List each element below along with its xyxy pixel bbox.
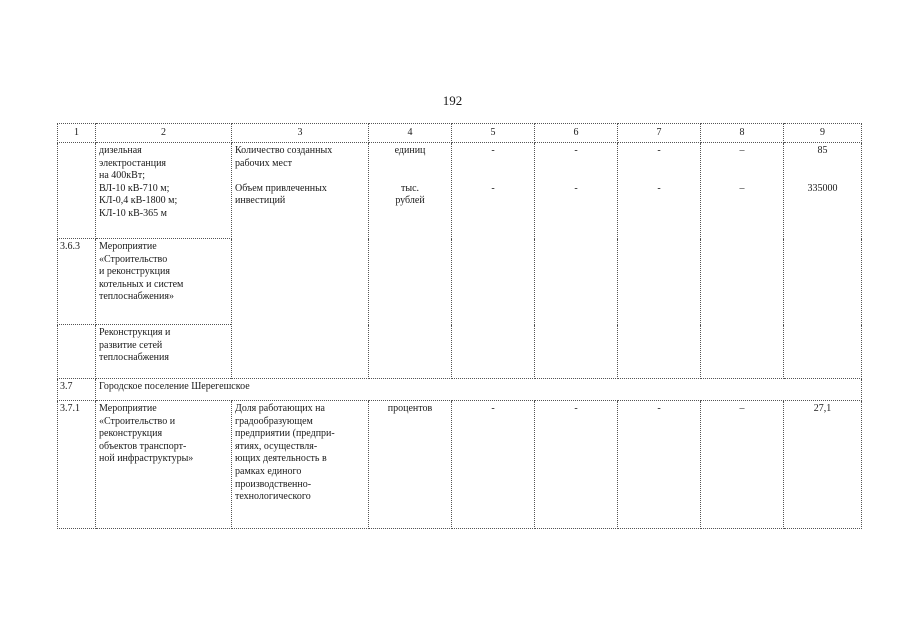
table-row: [58, 143, 862, 239]
table-row: [58, 401, 862, 529]
value-cell-5: - -: [452, 143, 535, 379]
section-title-cell: Городское поселение Шерегешское: [96, 379, 862, 401]
indicator-cell: Доля работающих на градообразующем предприятии (предпри- ятиях, осуществля- ющих деятельность в рамках единого производственно- технологического: [232, 401, 369, 529]
value-cell-6: -: [535, 401, 618, 529]
value-cell-7: -: [618, 401, 701, 529]
header-cell-8: 8: [701, 124, 784, 143]
header-cell-4: 4: [369, 124, 452, 143]
row-number-cell: 3.7: [58, 379, 96, 401]
row-number-cell: [58, 325, 96, 379]
page-number: 192: [442, 93, 463, 108]
header-cell-3: 3: [232, 124, 369, 143]
value-cell-6: - -: [535, 143, 618, 379]
value-cell-9: 27,1: [784, 401, 862, 529]
section-row: [58, 379, 862, 401]
measure-name-cell: Реконструкция и развитие сетей теплоснабжения: [96, 325, 232, 379]
program-table: [57, 123, 862, 529]
header-cell-5: 5: [452, 124, 535, 143]
row-number-cell: 3.7.1: [58, 401, 96, 529]
value-cell-8: –: [701, 401, 784, 529]
value-cell-5: -: [452, 401, 535, 529]
header-cell-2: 2: [96, 124, 232, 143]
row-number-cell: 3.6.3: [58, 239, 96, 325]
measure-name-cell: дизельная электростанция на 400кВт; ВЛ-10 кВ-710 м; КЛ-0,4 кВ-1800 м; КЛ-10 кВ-365 м: [96, 143, 232, 239]
header-cell-1: 1: [58, 124, 96, 143]
header-cell-9: 9: [784, 124, 862, 143]
header-cell-6: 6: [535, 124, 618, 143]
indicator-cell: Количество созданных рабочих мест Объем привлеченных инвестиций: [232, 143, 369, 379]
value-cell-8: – –: [701, 143, 784, 379]
unit-cell: единиц тыс. рублей: [369, 143, 452, 379]
measure-name-cell: Мероприятие «Строительство и реконструкция объектов транспорт- ной инфраструктуры»: [96, 401, 232, 529]
value-cell-9: 85 335000: [784, 143, 862, 379]
measure-name-cell: Мероприятие «Строительство и реконструкция котельных и систем теплоснабжения»: [96, 239, 232, 325]
value-cell-7: - -: [618, 143, 701, 379]
row-number-cell: [58, 143, 96, 239]
header-cell-7: 7: [618, 124, 701, 143]
unit-cell: процентов: [369, 401, 452, 529]
header-row: [58, 124, 862, 143]
